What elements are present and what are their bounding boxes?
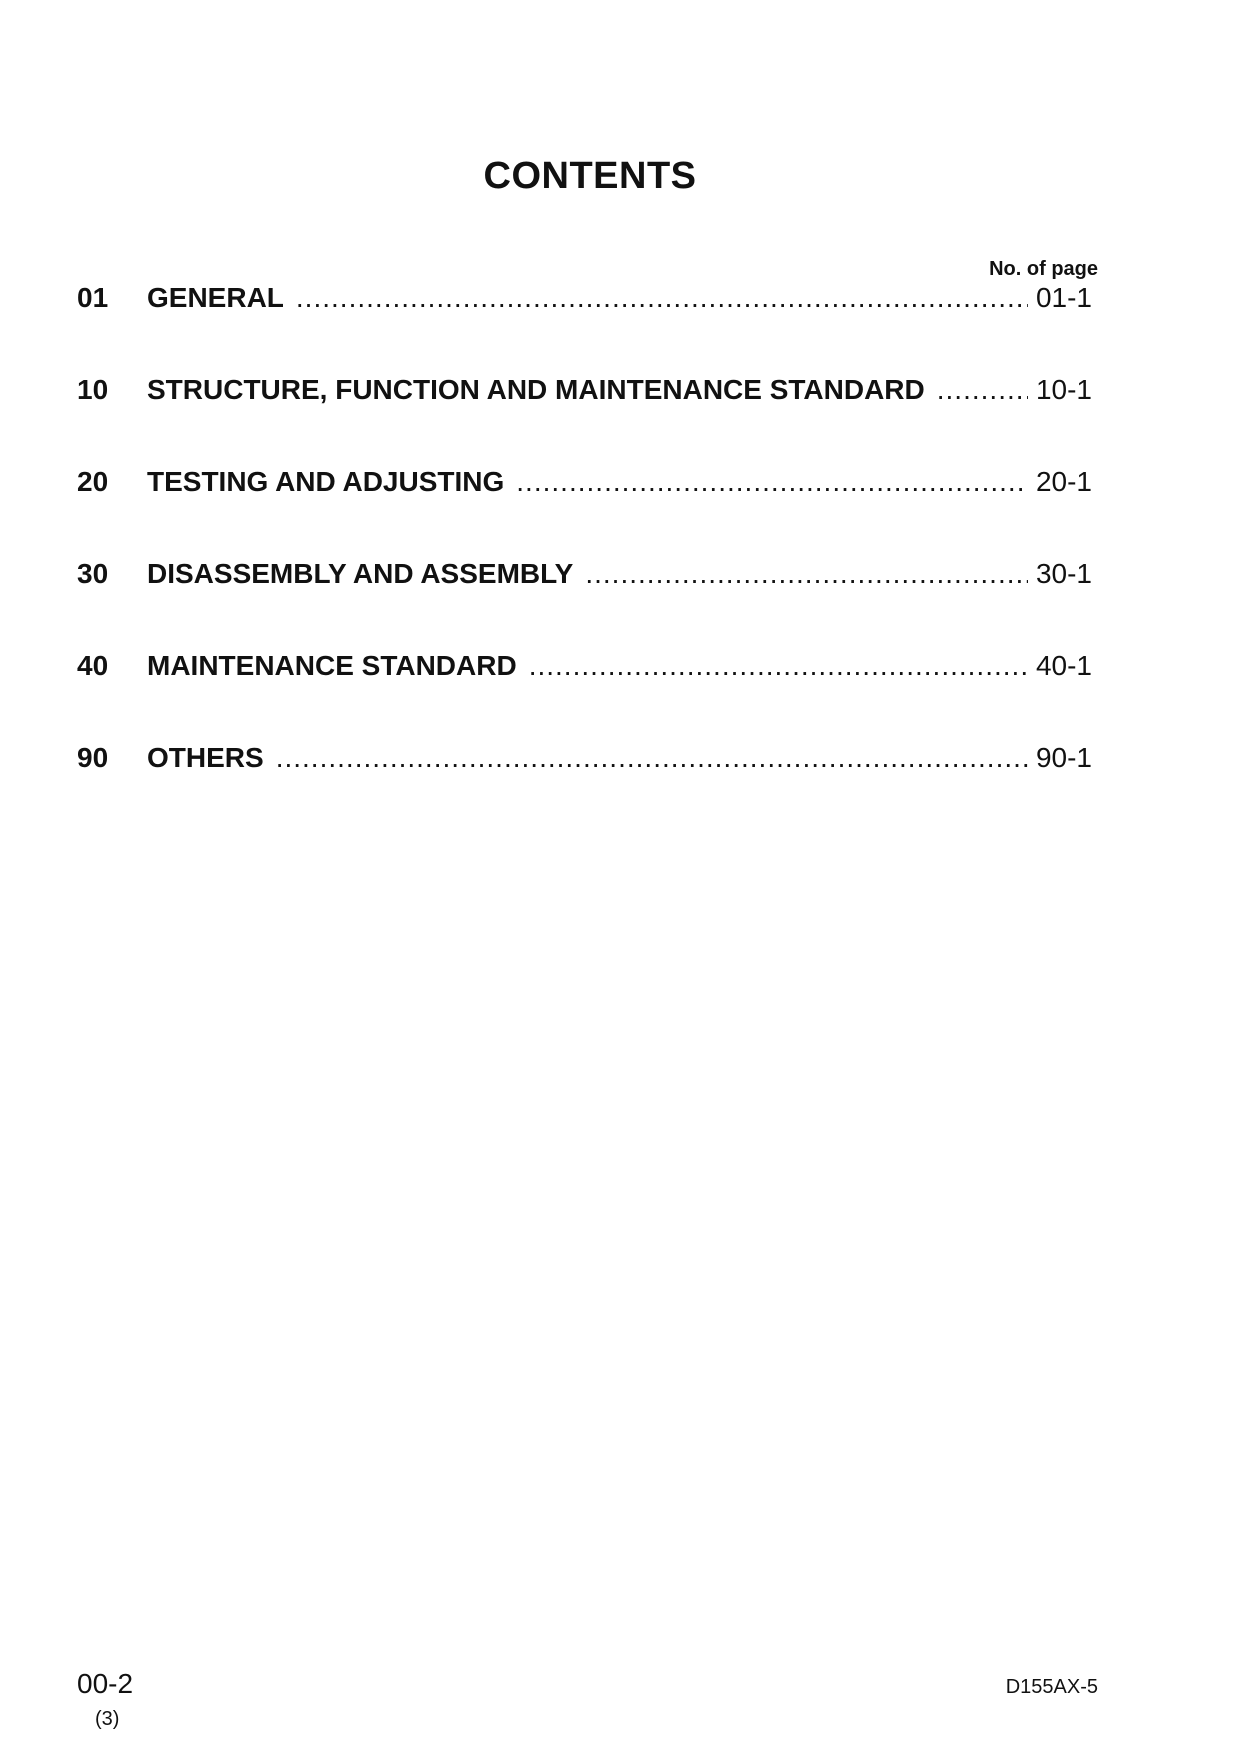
toc-entry-number: 90: [77, 742, 109, 773]
toc-entry-title: TESTING AND ADJUSTING: [147, 466, 505, 497]
toc-entry-testing-adjusting[interactable]: [77, 466, 1092, 506]
footer-model-number: D155AX-5: [1005, 1676, 1098, 1698]
toc-entry-page: 10-1: [1035, 374, 1092, 405]
dot-leader: [296, 282, 1028, 314]
toc-entry-page: 20-1: [1035, 466, 1092, 497]
dot-leader: [529, 650, 1028, 682]
dot-leader: [276, 742, 1028, 774]
toc-entry-page: 90-1: [1035, 742, 1092, 773]
toc-entry-maintenance-standard[interactable]: [77, 650, 1092, 690]
toc-entry-number: 30: [77, 558, 109, 589]
toc-entry-title: GENERAL: [147, 282, 284, 313]
toc-entry-page: 40-1: [1035, 650, 1092, 681]
toc-entry-title: OTHERS: [147, 742, 264, 773]
toc-entry-title: MAINTENANCE STANDARD: [147, 650, 517, 681]
toc-entry-number: 01: [77, 282, 109, 313]
toc-entry-number: 10: [77, 374, 109, 405]
toc-entry-structure-function[interactable]: [77, 374, 1092, 414]
toc-entry-disassembly-assembly[interactable]: [77, 558, 1092, 598]
page-number-column-header: No. of page: [989, 258, 1098, 280]
toc-entry-page: 30-1: [1035, 558, 1092, 589]
page-title: CONTENTS: [483, 155, 697, 197]
toc-entry-title: STRUCTURE, FUNCTION AND MAINTENANCE STANDARD: [147, 374, 925, 405]
toc-entry-number: 40: [77, 650, 109, 681]
dot-leader: [585, 558, 1028, 590]
toc-entry-general[interactable]: [77, 282, 1092, 322]
toc-entry-page: 01-1: [1035, 282, 1092, 313]
toc-entry-title: DISASSEMBLY AND ASSEMBLY: [147, 558, 574, 589]
toc-entry-others[interactable]: [77, 742, 1092, 782]
dot-leader: [937, 374, 1028, 406]
toc-entry-number: 20: [77, 466, 109, 497]
dot-leader: [516, 466, 1028, 498]
footer-revision: (3): [95, 1708, 120, 1730]
footer-page-number: 00-2: [77, 1668, 134, 1699]
